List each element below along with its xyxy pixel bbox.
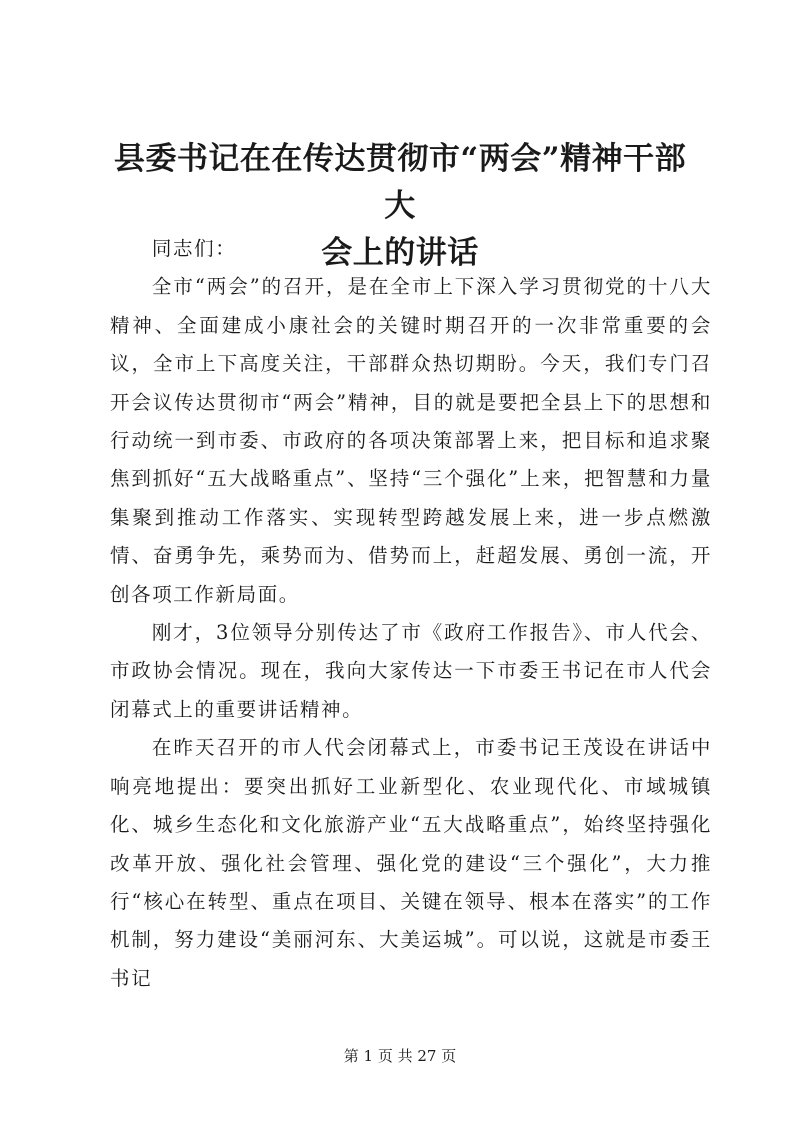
title-line-1: 县委书记在在传达贯彻市“两会”精神干部大: [113, 141, 687, 224]
title-line-2: 会上的讲话: [321, 235, 479, 271]
paragraph: 全市“两会”的召开，是在全市上下深入学习贯彻党的十八大精神、全面建成小康社会的关键时期召开的一次非常重要的会议，全市上下高度关注，干部群众热切期盼。今天，我们专门召开会议传达贯彻市“两会”精神，目的就是要把全县上下的思想和行动统一到市委、市政府的各项决策部署上来，把目标和追求聚焦到抓好“五大战略重点”、坚持“三个强化”上来，把智慧和力量集聚到推动工作落实、实现转型跨越发展上来，进一步点燃激情、奋勇争先，乘势而为、借势而上，赶超发展、勇创一流，开创各项工作新局面。: [110, 275, 712, 606]
paragraph: 刚才，3位领导分别传达了市《政府工作报告》、市人代会、市政协会情况。现在，我向大家传达一下市委王书记在市人代会闭幕式上的重要讲话精神。: [110, 621, 712, 721]
document-body: [110, 230, 712, 998]
paragraph: 在昨天召开的市人代会闭幕式上，市委书记王茂设在讲话中响亮地提出：要突出抓好工业新型化、农业现代化、市域城镇化、城乡生态化和文化旅游产业“五大战略重点”，始终坚持强化改革开放、强化社会管理、强化党的建设“三个强化”，大力推行“核心在转型、重点在项目、关键在领导、根本在落实”的工作机制，努力建设“美丽河东、大美运城”。可以说，这就是市委王书记: [110, 736, 712, 990]
page-number: 第 1 页 共 27 页: [343, 1047, 457, 1065]
page-footer: [0, 1046, 800, 1066]
salutation: 同志们：: [151, 237, 237, 260]
